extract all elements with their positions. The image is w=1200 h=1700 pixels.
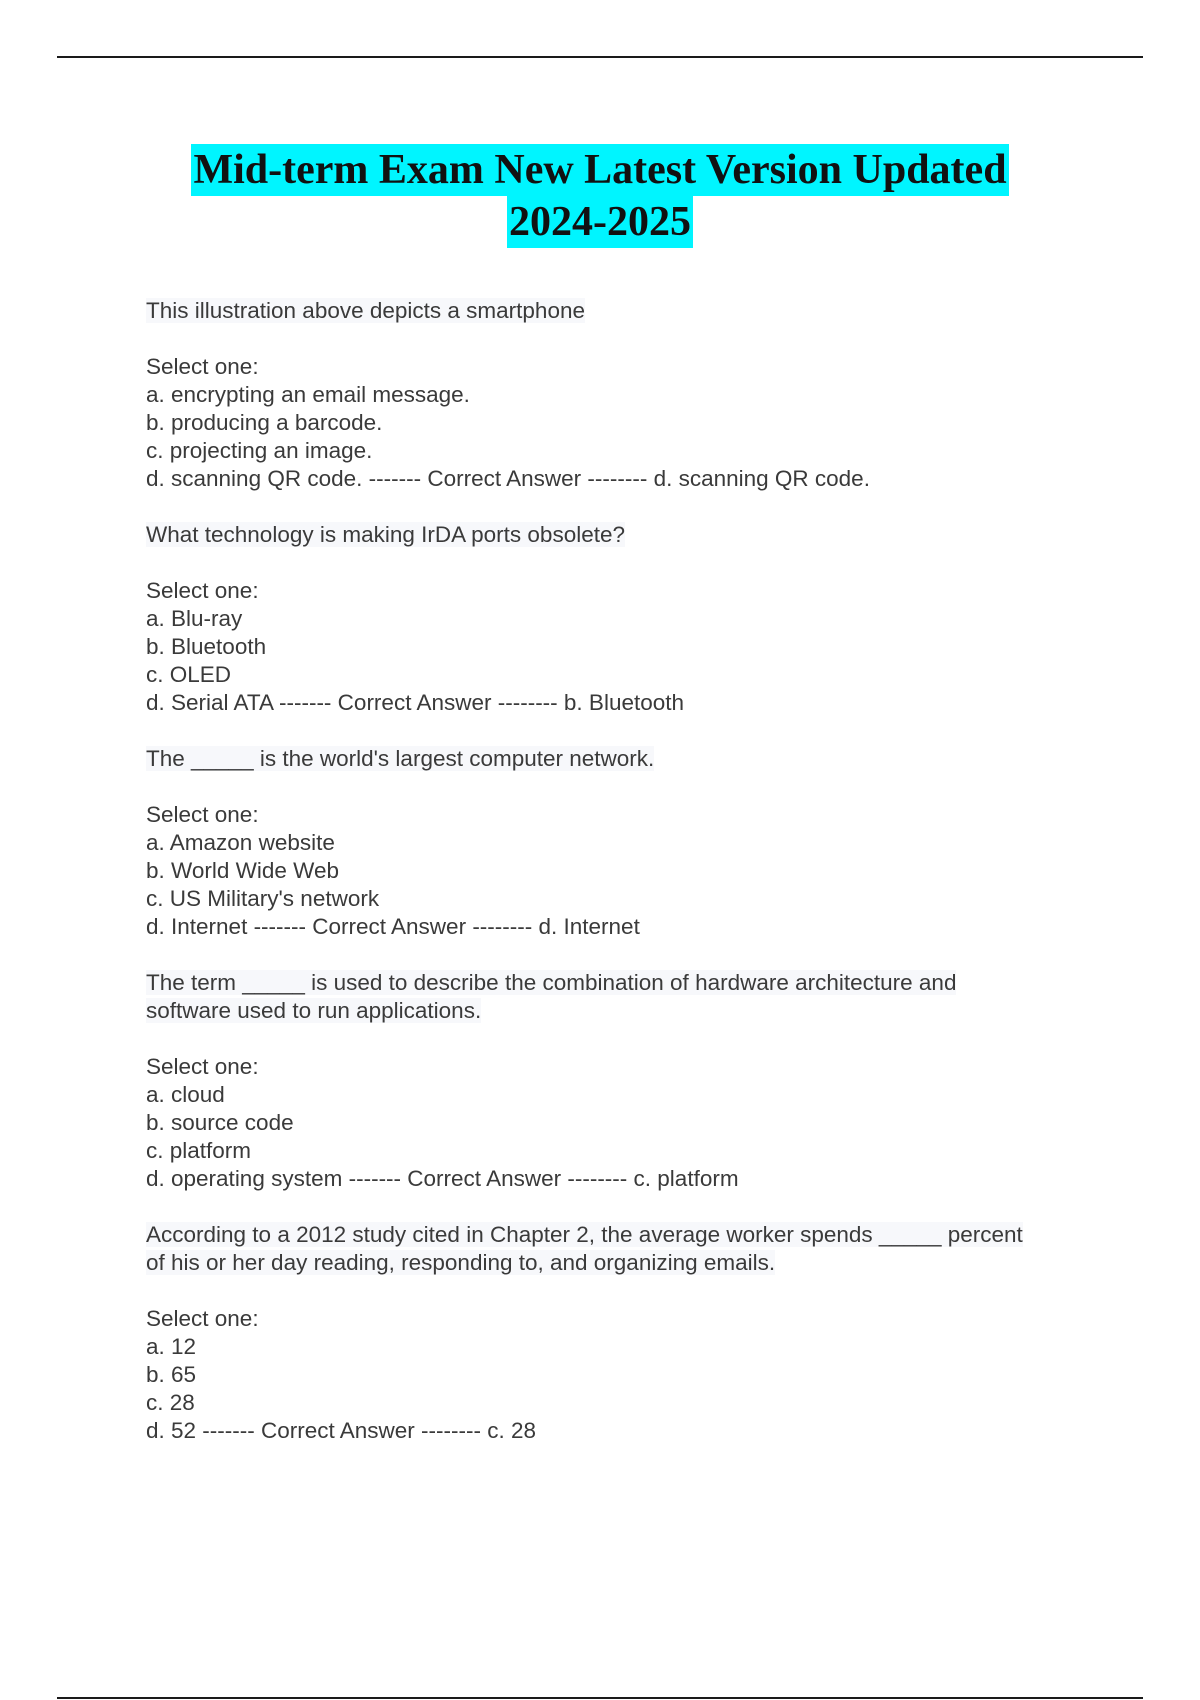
option-a: a. Blu-ray: [146, 606, 243, 631]
document-title: [0, 144, 1200, 248]
top-rule: [57, 56, 1143, 58]
option-d-with-answer: d. 52 ------- Correct Answer -------- c. 28: [146, 1418, 537, 1443]
select-label: Select one:: [146, 1054, 259, 1079]
question-block-2: [146, 521, 1106, 717]
option-d-with-answer: d. Serial ATA ------- Correct Answer -------- b. Bluetooth: [146, 690, 685, 715]
option-c: c. platform: [146, 1138, 252, 1163]
option-b: b. producing a barcode.: [146, 410, 383, 435]
question-block-4: [146, 969, 1106, 1193]
option-c: c. OLED: [146, 662, 232, 687]
option-a: a. 12: [146, 1334, 197, 1359]
question-line: What technology is making IrDA ports obsolete?: [146, 522, 625, 547]
question-line: software used to run applications.: [146, 998, 482, 1023]
option-b: b. World Wide Web: [146, 858, 339, 883]
option-b: b. source code: [146, 1110, 294, 1135]
question-block-3: [146, 745, 1106, 941]
question-line: of his or her day reading, responding to, and organizing emails.: [146, 1250, 776, 1275]
question-line: The term _____ is used to describe the combination of hardware architecture and: [146, 970, 957, 995]
title-line-1: Mid-term Exam New Latest Version Updated: [191, 144, 1008, 196]
question-line: The _____ is the world's largest computer network.: [146, 746, 655, 771]
option-d-with-answer: d. Internet ------- Correct Answer -------- d. Internet: [146, 914, 640, 939]
question-block-5: [146, 1221, 1106, 1445]
option-a: a. Amazon website: [146, 830, 335, 855]
option-a: a. cloud: [146, 1082, 225, 1107]
question-block-1: [146, 297, 1106, 493]
question-line: This illustration above depicts a smartphone: [146, 298, 585, 323]
question-line: According to a 2012 study cited in Chapter 2, the average worker spends _____ percent: [146, 1222, 1023, 1247]
option-d-with-answer: d. operating system ------- Correct Answer -------- c. platform: [146, 1166, 739, 1191]
option-c: c. US Military's network: [146, 886, 380, 911]
question-text: [146, 521, 1106, 549]
option-b: b. 65: [146, 1362, 197, 1387]
question-text: [146, 745, 1106, 773]
option-d-with-answer: d. scanning QR code. ------- Correct Answer -------- d. scanning QR code.: [146, 466, 870, 491]
select-label: Select one:: [146, 354, 259, 379]
select-label: Select one:: [146, 1306, 259, 1331]
bottom-rule: [57, 1697, 1143, 1699]
option-c: c. 28: [146, 1390, 195, 1415]
select-label: Select one:: [146, 802, 259, 827]
question-text: [146, 1221, 1106, 1277]
title-line-2: 2024-2025: [507, 196, 693, 248]
option-b: b. Bluetooth: [146, 634, 267, 659]
question-text: [146, 297, 1106, 325]
question-text: [146, 969, 1106, 1025]
select-label: Select one:: [146, 578, 259, 603]
option-a: a. encrypting an email message.: [146, 382, 470, 407]
option-c: c. projecting an image.: [146, 438, 373, 463]
question-list: [146, 297, 1106, 1473]
